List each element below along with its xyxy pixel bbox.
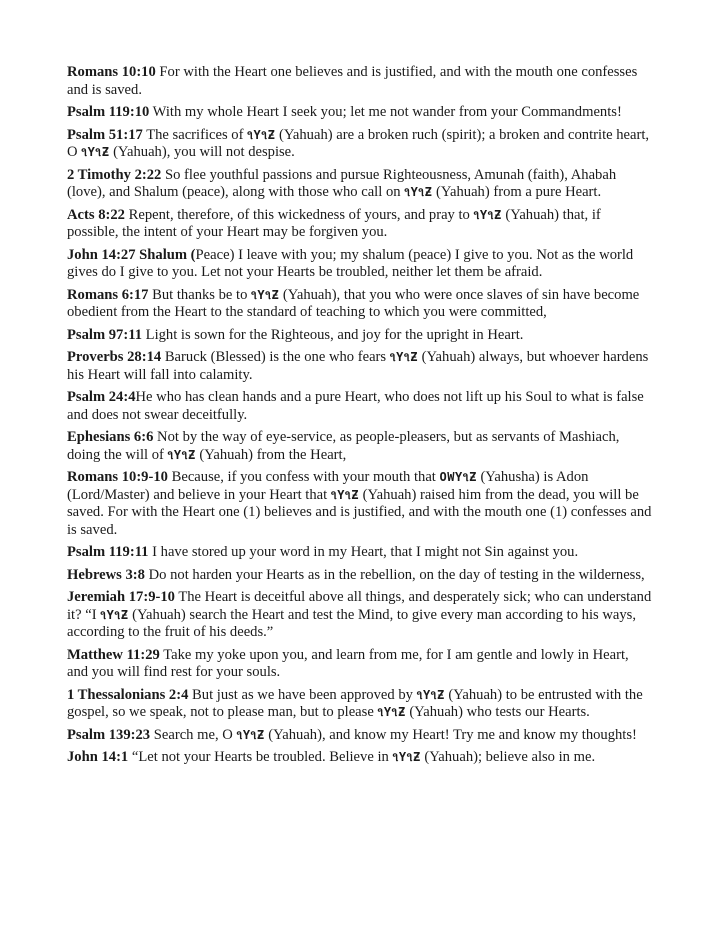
verse-paragraph [67, 247, 653, 282]
verse-text: The Heart is deceitful above all things, and desperately sick; who can understand it? “I [67, 589, 652, 623]
verse-reference: Romans 6:17 [67, 286, 149, 303]
verse-paragraph [67, 287, 653, 322]
verse-paragraph [67, 589, 653, 642]
paleo-hebrew-name: ૧Y૧Ƶ [377, 705, 406, 719]
verse-text: (Yahuah) always, but whoever hardens his Heart will fall into calamity. [67, 349, 649, 383]
verse-paragraph [67, 687, 653, 722]
verse-text: With my whole Heart I seek you; let me not wander from your Commandments! [149, 104, 622, 120]
verse-text: So flee youthful passions and pursue Righteousness, Amunah (faith), Ahabah (love), and Shalum (peace), along with those who call on [67, 166, 617, 200]
verse-text: (Yahuah), that you who were once slaves of sin have become obedient from the Heart to the standard of teaching to which you were committed, [67, 286, 640, 320]
verse-reference: Psalm 119:11 [67, 544, 149, 560]
verse-reference: Ephesians 6:6 [67, 429, 154, 445]
paleo-hebrew-name: ૧Y૧Ƶ [404, 185, 433, 199]
verse-reference: Proverbs 28:14 [67, 349, 162, 365]
paleo-hebrew-name: ૧Y૧Ƶ [392, 750, 421, 764]
paleo-hebrew-name: ૧Y૧Ƶ [330, 487, 360, 502]
paleo-hebrew-name: ૧Y૧Ƶ [236, 727, 265, 742]
verse-text: (Yahuah) that, if possible, the intent of your Heart may be forgiven you. [67, 206, 601, 240]
verse-reference: John 14:27 Shalum ( [67, 246, 196, 263]
verse-text: (Yahuah), and know my Heart! Try me and know my thoughts! [264, 726, 637, 743]
verse-text: But just as we have been approved by [188, 686, 417, 703]
verse-reference: Psalm 51:17 [67, 126, 143, 143]
paleo-hebrew-name: ૧Y૧Ƶ [100, 607, 129, 622]
verse-reference: Romans 10:9-10 [67, 469, 168, 485]
verse-paragraph [67, 64, 653, 99]
verse-list [67, 64, 653, 772]
paleo-hebrew-name: ૧Y૧Ƶ [167, 447, 196, 462]
verse-reference: Psalm 97:11 [67, 326, 142, 343]
paleo-hebrew-name: ૧Y૧Ƶ [389, 350, 418, 364]
verse-reference: Romans 10:10 [67, 64, 156, 80]
verse-reference: Psalm 24:4 [67, 389, 136, 405]
verse-paragraph [67, 544, 653, 562]
verse-paragraph [67, 429, 653, 464]
verse-paragraph [67, 647, 653, 682]
paleo-hebrew-name: ૧Y૧Ƶ [416, 687, 445, 702]
verse-paragraph [67, 327, 653, 345]
verse-text: (Yahuah) raised him from the dead, you will be saved. For with the Heart one (1) believes and is justified, and with the mouth one (1) confesses and is saved. [67, 486, 652, 538]
verse-text: He who has clean hands and a pure Heart, who does not lift up his Soul to what is false and does not swear deceitfully. [67, 389, 644, 423]
verse-text: Light is sown for the Righteous, and joy for the upright in Heart. [142, 326, 524, 343]
verse-text: For with the Heart one believes and is justified, and with the mouth one confesses and is saved. [67, 64, 638, 98]
verse-text: Not by the way of eye-service, as people-pleasers, but as servants of Mashiach, doing the will of [67, 429, 620, 463]
verse-text: The sacrifices of [142, 126, 248, 143]
verse-reference: Psalm 119:10 [67, 104, 150, 120]
verse-text: Because, if you confess with your mouth that [167, 469, 440, 485]
verse-text: Search me, O [150, 726, 237, 743]
verse-text: (Yahuah) from a pure Heart. [432, 184, 602, 200]
verse-text: Peace) I leave with you; my shalum (peace) I give to you. Not as the world gives do I give to you. Let not your Hearts be troubled, neither let them be afraid. [67, 246, 634, 280]
verse-paragraph [67, 727, 653, 745]
verse-reference: Hebrews 3:8 [67, 566, 145, 583]
verse-text: Baruck (Blessed) is the one who fears [161, 349, 390, 365]
verse-text: (Yahuah) from the Heart, [195, 446, 347, 463]
verse-reference: Acts 8:22 [67, 206, 125, 223]
verse-reference: 1 Thessalonians 2:4 [67, 686, 189, 703]
paleo-hebrew-name: ૧Y૧Ƶ [247, 127, 276, 142]
verse-text: (Yahuah) who tests our Hearts. [405, 704, 590, 720]
verse-text: (Yahuah) to be entrusted with the gospel, so we speak, not to please man, but to please [67, 686, 643, 720]
verse-paragraph [67, 127, 653, 162]
verse-text: (Yahuah) search the Heart and test the Mind, to give every man according to his ways, according to the fruit of his deeds.” [67, 606, 636, 640]
verse-text: (Yahuah), you will not despise. [109, 144, 295, 160]
verse-reference: Jeremiah 17:9-10 [67, 589, 175, 605]
paleo-hebrew-name: ૧Y૧Ƶ [81, 145, 110, 159]
verse-paragraph [67, 389, 653, 424]
verse-paragraph [67, 104, 653, 122]
verse-reference: 2 Timothy 2:22 [67, 166, 162, 183]
verse-paragraph [67, 207, 653, 242]
verse-text: Repent, therefore, of this wickedness of yours, and pray to [124, 206, 474, 223]
verse-paragraph [67, 749, 653, 767]
verse-reference: John 14:1 [67, 749, 129, 765]
paleo-hebrew-name: ૧Y૧Ƶ [473, 207, 502, 222]
verse-text: (Yahusha) is Adon (Lord/Master) and believe in your Heart that [67, 469, 589, 503]
verse-reference: Psalm 139:23 [67, 726, 151, 743]
verse-paragraph [67, 469, 653, 539]
verse-paragraph [67, 349, 653, 384]
verse-text: Do not harden your Hearts as in the rebellion, on the day of testing in the wilderness, [144, 566, 645, 583]
verse-text: (Yahuah) are a broken ruch (spirit); a broken and contrite heart, O [67, 126, 650, 160]
paleo-hebrew-name: ૧Y૧Ƶ [251, 287, 280, 302]
verse-text: I have stored up your word in my Heart, that I might not Sin against you. [148, 544, 579, 560]
verse-text: Take my yoke upon you, and learn from me, for I am gentle and lowly in Heart, and you will find rest for your souls. [67, 646, 629, 680]
verse-text: But thanks be to [148, 286, 252, 303]
verse-text: “Let not your Hearts be troubled. Believe in [128, 749, 393, 765]
verse-paragraph [67, 567, 653, 585]
verse-text: (Yahuah); believe also in me. [420, 749, 596, 765]
verse-reference: Matthew 11:29 [67, 646, 160, 663]
paleo-hebrew-name: OWY૧Ƶ [439, 470, 477, 484]
verse-paragraph [67, 167, 653, 202]
